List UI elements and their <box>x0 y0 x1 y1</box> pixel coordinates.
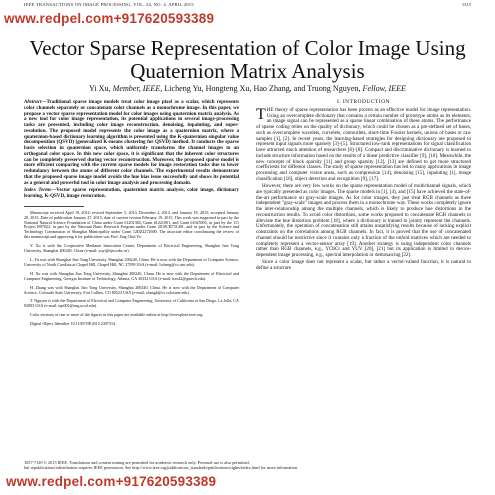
section-heading: I. INTRODUCTION <box>337 99 390 105</box>
left-column <box>24 100 239 329</box>
page-number: 1315 <box>461 2 471 7</box>
drop-cap: T <box>256 106 266 124</box>
author-fellow-grade: Fellow, IEEE <box>362 84 406 93</box>
author-others: , Licheng Yu, Hongteng Xu, Hao Zhang, and Truong Nguyen, <box>160 84 363 93</box>
intro-paragraph-1 <box>256 108 471 183</box>
footnote-color-versions: Color versions of one or more of the figures in this paper are available online at http://ieeexplore.ieee.org. <box>30 312 204 318</box>
footnote-author-nguyen: T. Nguyen is with the Department of Electrical and Computer Engineering, University of California at San Diego, La Jolla, CA 92093 USA (e-mail: tqn001@eng.ucsd.edu). <box>24 298 239 309</box>
index-terms <box>24 188 239 200</box>
footnote-doi: Digital Object Identifier 10.1109/TIP.2015.2397314 <box>30 321 116 327</box>
footnote-author-hxu: H. Xu was with Shanghai Jiao Tong University, Shanghai 200240, China. He is now with the Department of Electrical and Computer Engineering, Georgia Institute of Technology, Atlanta, GA 30332 USA (e-mail: hxu42@gatech.edu). <box>24 270 239 281</box>
abstract-label: Abstract <box>24 99 42 105</box>
journal-header: IEEE TRANSACTIONS ON IMAGE PROCESSING, VOL. 24, NO. 4, APRIL 2015 <box>24 2 194 7</box>
footnote-rule <box>24 206 84 207</box>
footnote-author-zhang: H. Zhang was with Shanghai Jiao Tong University, Shanghai 200240, China. He is now with the Department of Computer Science, Colorado State University, Fort Collins, CO 80523 USA (e-mail: zhangh@cs.colostate.edu). <box>24 284 239 295</box>
footnote-manuscript: Manuscript received April 19, 2014; revised September 5, 2014, December 2, 2014, and January 18, 2015; accepted January 20, 2015. Date of publication January 27, 2015; date of current version February 19, 2015. This work was supported in part by the National Natural Science Foundation of China under Grant 61201384, Grant 61221001, and Grant 61025005, in part by the 111 Project B07022, in part by the National Basic Research Program under Grant 2010CB731401, and in part by the Science and Technology Commission of Shanghai Municipality under Grant 12DZ2272600. The associate editor coordinating the review of this manuscript and approving it for publication was Prof. Jing Chul Ye. <box>24 209 239 240</box>
author-first: Yi Xu, <box>89 84 113 93</box>
intro-paragraph-3: Since a color image does not represent a scalar, but rather a vector-valued function, it is natural to define a structure <box>256 259 471 272</box>
intro-paragraph-2: However, there are very few works on the sparse representation model of multichannel signals, which are typically presented as color images. The sparse models in [1], [4], and [15] have achieved the state-of-the-art performance on gray-scale images. As for color images, they just treat RGB channels as three independent "gray-scale" images and process them in a monochrome way. These works completely ignore the inter-relationship among the multiple channels, which is likely to produce hue distortions in the reconstruction results. To avoid color distortions, some works proposed to concatenate RGB channels to alleviate the hue distortion problem [18], where a dictionary is trained to jointly represent the channels. Unfortunately, the operation of concatenation still attains unsatisfying results because of lacking explicit constraints on the correlations among RGB channels. In fact, it is proved that the use of concatenated channel should be restrictive since it contains only a fraction of the unfold matrices which are needed to completely represent a vector-sensor array [19]. Another strategy is using independent color channels rather than RGB channels, e.g., YCbCr and YUV [20], [21] but its application is limited in device-dependent image processing, e.g., spectral interpolation or demosaicing [22]. <box>256 183 471 259</box>
author-member-grade: Member, IEEE <box>112 84 161 93</box>
footnote-author-yu: L. Yu was with Shanghai Jiao Tong University, Shanghai 200240, China. He is now with the Department of Computer Science, University of North Carolina at Chapel Hill, Chapel Hill, NC 27599 USA (e-mail: licheng@cs.unc.edu). <box>24 257 239 267</box>
copyright-line-2: but republication/redistribution requires IEEE permission. See http://www.ieee.org/publications_standards/publications/rights/index.html for more information. <box>24 465 299 470</box>
abstract <box>24 100 239 186</box>
watermark-top: www.redpel.com+917620593389 <box>4 11 215 26</box>
author-line <box>24 84 471 93</box>
paper-title: Vector Sparse Representation of Color Image Using Quaternion Matrix Analysis <box>29 36 466 83</box>
index-terms-label: Index Terms <box>24 187 52 194</box>
footnote-author-xu: Y. Xu is with the Cooperative Medianet Innovation Center, Department of Electrical Engineering, Shanghai Jiao Tong University, Shanghai 200240, China (e-mail: xuyi@sjtu.edu.cn). <box>24 243 239 254</box>
index-terms-text: —Vector sparse representation, quaternion matrix analysis, color image, dictionary learning, K-QSVD, image restoration. <box>24 187 239 199</box>
abstract-text: —Traditional sparse image models treat color image pixel as a scalar, which represents color channels separately or concatenate color channels as a monochrome image. In this paper, we propose a vector sparse representation model for color images using quaternion matrix analysis. As a new tool for color image representation, its potential applications in several image-processing tasks are presented, including color image reconstruction, denoising, inpainting, and super-resolution. The proposed model represents the color image as a quaternion matrix, where a quaternion-based dictionary learning algorithm is presented using the K-quaternion singular value decomposition (QSVD) (generalized K-means clustering for QSVD) method. It conducts the sparse basis selection in quaternion space, which uniformly transforms the channel images to an orthogonal color space. In this new color space, it is significant that the inherent color structures can be completely preserved during vector reconstruction. Moreover, the proposed sparse model is more efficient comparing with the current sparse models for image restoration tasks due to lower redundancy between the atoms of different color channels. The experimental results demonstrate that the proposed sparse image model avoids the hue bias issue successfully and shows its potential as a general and powerful tool in color image analysis and processing domain. <box>24 99 239 186</box>
copyright-notice <box>24 460 471 470</box>
watermark-bottom: www.redpel.com+917620593389 <box>6 474 217 489</box>
right-column <box>256 100 471 274</box>
copyright-line-1: 1057-7149 © 2015 IEEE. Translations and content mining are permitted for academic research only. Personal use is also permitted, <box>24 460 250 465</box>
intro-paragraph-1-text: HE theory of sparse representation has been proven as an effective model for image representation. Using an overcomplete dictionary that contains a certain number of prototype atoms as its elements, an image signal can be represented as a sparse linear combination of these atoms. The performance of sparse coding relies on the quality of dictionary, which could be chosen as a pre-defined set of bases, such as overcomplete wavelets, curvelets, contourlets, short-time Fourier kernels, unions of bases or raw samples [1], [2]. In recent years, the learning-based strategies for designing dictionary are proposed to represent input signals more sparsely [3]–[5]. Structured low-rank representations for signal classification have attracted much attention of researchers [6]–[8]. Compact and discriminative dictionary is learned to include structure information based on the results of a linear predictive classifier [9], [10]. Meanwhile, the new concepts of block sparsity [11] and group sparsity [12], [13] are defined to get more structured coefficients for different classes. The study of sparse representation has led to many applications in image processing and computer vision areas, such as compression [14], denoising [15], inpainting [1], image classification [16], object detection and recognition [9], [17]. <box>256 106 471 182</box>
